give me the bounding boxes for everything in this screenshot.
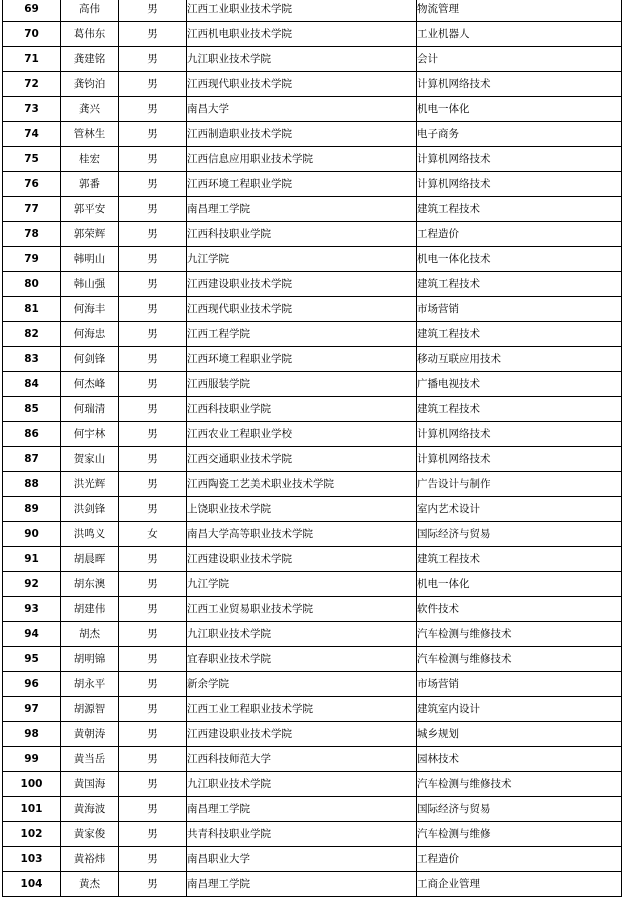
- major-name-cell: 计算机网络技术: [417, 447, 622, 472]
- student-name-cell: 洪鸣义: [61, 522, 119, 547]
- table-row: [3, 822, 622, 847]
- row-number-cell: 85: [3, 397, 61, 422]
- gender-cell: 男: [119, 122, 187, 147]
- school-name-cell: 九江职业技术学院: [187, 772, 417, 797]
- gender-cell: 男: [119, 372, 187, 397]
- major-name-cell: 计算机网络技术: [417, 147, 622, 172]
- row-number-cell: 72: [3, 72, 61, 97]
- row-number-cell: 78: [3, 222, 61, 247]
- student-name-cell: 管林生: [61, 122, 119, 147]
- student-name-cell: 黄朝涛: [61, 722, 119, 747]
- row-number-cell: 79: [3, 247, 61, 272]
- table-row: [3, 497, 622, 522]
- table-row: [3, 22, 622, 47]
- table-row: [3, 622, 622, 647]
- major-name-cell: 计算机网络技术: [417, 172, 622, 197]
- school-name-cell: 江西现代职业技术学院: [187, 297, 417, 322]
- school-name-cell: 江西建设职业技术学院: [187, 547, 417, 572]
- student-name-cell: 龚兴: [61, 97, 119, 122]
- gender-cell: 男: [119, 247, 187, 272]
- major-name-cell: 电子商务: [417, 122, 622, 147]
- table-row: [3, 522, 622, 547]
- gender-cell: 男: [119, 622, 187, 647]
- school-name-cell: 江西环境工程职业学院: [187, 172, 417, 197]
- roster-body: [3, 0, 622, 897]
- student-name-cell: 洪光辉: [61, 472, 119, 497]
- student-name-cell: 何瑞清: [61, 397, 119, 422]
- student-name-cell: 胡明锦: [61, 647, 119, 672]
- table-row: [3, 122, 622, 147]
- school-name-cell: 江西科技职业学院: [187, 397, 417, 422]
- gender-cell: 男: [119, 422, 187, 447]
- gender-cell: 男: [119, 397, 187, 422]
- student-name-cell: 黄海波: [61, 797, 119, 822]
- row-number-cell: 86: [3, 422, 61, 447]
- row-number-cell: 89: [3, 497, 61, 522]
- major-name-cell: 汽车检测与维修技术: [417, 772, 622, 797]
- student-name-cell: 龚建铭: [61, 47, 119, 72]
- major-name-cell: 城乡规划: [417, 722, 622, 747]
- row-number-cell: 93: [3, 597, 61, 622]
- table-row: [3, 572, 622, 597]
- school-name-cell: 江西工业工程职业技术学院: [187, 697, 417, 722]
- row-number-cell: 88: [3, 472, 61, 497]
- row-number-cell: 92: [3, 572, 61, 597]
- school-name-cell: 九江学院: [187, 247, 417, 272]
- row-number-cell: 84: [3, 372, 61, 397]
- gender-cell: 男: [119, 347, 187, 372]
- school-name-cell: 江西制造职业技术学院: [187, 122, 417, 147]
- gender-cell: 男: [119, 97, 187, 122]
- table-row: [3, 372, 622, 397]
- table-row: [3, 847, 622, 872]
- major-name-cell: 园林技术: [417, 747, 622, 772]
- gender-cell: 男: [119, 647, 187, 672]
- major-name-cell: 移动互联应用技术: [417, 347, 622, 372]
- major-name-cell: 建筑工程技术: [417, 272, 622, 297]
- student-name-cell: 何宇林: [61, 422, 119, 447]
- major-name-cell: 工程造价: [417, 847, 622, 872]
- major-name-cell: 工程造价: [417, 222, 622, 247]
- school-name-cell: 江西机电职业技术学院: [187, 22, 417, 47]
- gender-cell: 男: [119, 697, 187, 722]
- gender-cell: 男: [119, 272, 187, 297]
- major-name-cell: 物流管理: [417, 0, 622, 22]
- row-number-cell: 76: [3, 172, 61, 197]
- student-name-cell: 郭番: [61, 172, 119, 197]
- student-name-cell: 韩明山: [61, 247, 119, 272]
- student-name-cell: 郭平安: [61, 197, 119, 222]
- student-name-cell: 黄家俊: [61, 822, 119, 847]
- school-name-cell: 江西农业工程职业学校: [187, 422, 417, 447]
- gender-cell: 男: [119, 222, 187, 247]
- school-name-cell: 南昌理工学院: [187, 797, 417, 822]
- row-number-cell: 102: [3, 822, 61, 847]
- table-row: [3, 47, 622, 72]
- table-row: [3, 147, 622, 172]
- table-row: [3, 72, 622, 97]
- school-name-cell: 宜春职业技术学院: [187, 647, 417, 672]
- student-name-cell: 高伟: [61, 0, 119, 22]
- gender-cell: 女: [119, 522, 187, 547]
- gender-cell: 男: [119, 447, 187, 472]
- student-name-cell: 何海忠: [61, 322, 119, 347]
- school-name-cell: 南昌大学高等职业技术学院: [187, 522, 417, 547]
- school-name-cell: 江西工程学院: [187, 322, 417, 347]
- major-name-cell: 工业机器人: [417, 22, 622, 47]
- school-name-cell: 江西建设职业技术学院: [187, 722, 417, 747]
- school-name-cell: 江西环境工程职业学院: [187, 347, 417, 372]
- student-name-cell: 胡晨晖: [61, 547, 119, 572]
- table-row: [3, 597, 622, 622]
- school-name-cell: 江西科技师范大学: [187, 747, 417, 772]
- major-name-cell: 机电一体化: [417, 572, 622, 597]
- row-number-cell: 103: [3, 847, 61, 872]
- major-name-cell: 建筑工程技术: [417, 397, 622, 422]
- school-name-cell: 江西科技职业学院: [187, 222, 417, 247]
- student-name-cell: 贺家山: [61, 447, 119, 472]
- table-row: [3, 797, 622, 822]
- major-name-cell: 会计: [417, 47, 622, 72]
- major-name-cell: 广播电视技术: [417, 372, 622, 397]
- row-number-cell: 87: [3, 447, 61, 472]
- table-row: [3, 772, 622, 797]
- school-name-cell: 江西工业贸易职业技术学院: [187, 597, 417, 622]
- school-name-cell: 江西现代职业技术学院: [187, 72, 417, 97]
- student-name-cell: 何剑锋: [61, 347, 119, 372]
- gender-cell: 男: [119, 672, 187, 697]
- row-number-cell: 101: [3, 797, 61, 822]
- student-name-cell: 黄当岳: [61, 747, 119, 772]
- gender-cell: 男: [119, 297, 187, 322]
- school-name-cell: 江西陶瓷工艺美术职业技术学院: [187, 472, 417, 497]
- school-name-cell: 九江职业技术学院: [187, 47, 417, 72]
- row-number-cell: 69: [3, 0, 61, 22]
- major-name-cell: 计算机网络技术: [417, 72, 622, 97]
- row-number-cell: 74: [3, 122, 61, 147]
- row-number-cell: 98: [3, 722, 61, 747]
- student-name-cell: 桂宏: [61, 147, 119, 172]
- student-name-cell: 郭荣辉: [61, 222, 119, 247]
- table-row: [3, 422, 622, 447]
- major-name-cell: 汽车检测与维修技术: [417, 622, 622, 647]
- school-name-cell: 共青科技职业学院: [187, 822, 417, 847]
- row-number-cell: 83: [3, 347, 61, 372]
- school-name-cell: 九江学院: [187, 572, 417, 597]
- table-row: [3, 97, 622, 122]
- table-row: [3, 397, 622, 422]
- table-row: [3, 272, 622, 297]
- row-number-cell: 94: [3, 622, 61, 647]
- major-name-cell: 计算机网络技术: [417, 422, 622, 447]
- school-name-cell: 九江职业技术学院: [187, 622, 417, 647]
- major-name-cell: 建筑工程技术: [417, 547, 622, 572]
- school-name-cell: 南昌理工学院: [187, 872, 417, 897]
- table-row: [3, 722, 622, 747]
- major-name-cell: 工商企业管理: [417, 872, 622, 897]
- major-name-cell: 室内艺术设计: [417, 497, 622, 522]
- school-name-cell: 江西信息应用职业技术学院: [187, 147, 417, 172]
- major-name-cell: 建筑室内设计: [417, 697, 622, 722]
- row-number-cell: 99: [3, 747, 61, 772]
- major-name-cell: 市场营销: [417, 672, 622, 697]
- table-row: [3, 547, 622, 572]
- major-name-cell: 汽车检测与维修: [417, 822, 622, 847]
- student-name-cell: 胡永平: [61, 672, 119, 697]
- student-name-cell: 龚钧泊: [61, 72, 119, 97]
- row-number-cell: 77: [3, 197, 61, 222]
- row-number-cell: 104: [3, 872, 61, 897]
- table-row: [3, 697, 622, 722]
- student-name-cell: 韩山强: [61, 272, 119, 297]
- gender-cell: 男: [119, 822, 187, 847]
- gender-cell: 男: [119, 22, 187, 47]
- table-row: [3, 297, 622, 322]
- table-row: [3, 647, 622, 672]
- gender-cell: 男: [119, 722, 187, 747]
- row-number-cell: 73: [3, 97, 61, 122]
- gender-cell: 男: [119, 147, 187, 172]
- gender-cell: 男: [119, 322, 187, 347]
- gender-cell: 男: [119, 547, 187, 572]
- gender-cell: 男: [119, 0, 187, 22]
- major-name-cell: 机电一体化: [417, 97, 622, 122]
- gender-cell: 男: [119, 597, 187, 622]
- row-number-cell: 70: [3, 22, 61, 47]
- major-name-cell: 市场营销: [417, 297, 622, 322]
- school-name-cell: 江西服装学院: [187, 372, 417, 397]
- table-row: [3, 247, 622, 272]
- gender-cell: 男: [119, 772, 187, 797]
- student-name-cell: 胡建伟: [61, 597, 119, 622]
- table-row: [3, 747, 622, 772]
- gender-cell: 男: [119, 472, 187, 497]
- gender-cell: 男: [119, 497, 187, 522]
- table-row: [3, 197, 622, 222]
- major-name-cell: 建筑工程技术: [417, 197, 622, 222]
- major-name-cell: 汽车检测与维修技术: [417, 647, 622, 672]
- table-row: [3, 472, 622, 497]
- gender-cell: 男: [119, 747, 187, 772]
- gender-cell: 男: [119, 47, 187, 72]
- table-row: [3, 872, 622, 897]
- student-roster-table: [2, 0, 622, 897]
- student-name-cell: 黄国海: [61, 772, 119, 797]
- gender-cell: 男: [119, 72, 187, 97]
- gender-cell: 男: [119, 197, 187, 222]
- gender-cell: 男: [119, 847, 187, 872]
- row-number-cell: 90: [3, 522, 61, 547]
- row-number-cell: 96: [3, 672, 61, 697]
- gender-cell: 男: [119, 872, 187, 897]
- major-name-cell: 机电一体化技术: [417, 247, 622, 272]
- school-name-cell: 新余学院: [187, 672, 417, 697]
- school-name-cell: 江西交通职业技术学院: [187, 447, 417, 472]
- student-name-cell: 胡东澳: [61, 572, 119, 597]
- school-name-cell: 上饶职业技术学院: [187, 497, 417, 522]
- student-name-cell: 葛伟东: [61, 22, 119, 47]
- student-name-cell: 黄杰: [61, 872, 119, 897]
- row-number-cell: 91: [3, 547, 61, 572]
- row-number-cell: 71: [3, 47, 61, 72]
- school-name-cell: 江西工业职业技术学院: [187, 0, 417, 22]
- row-number-cell: 95: [3, 647, 61, 672]
- table-row: [3, 172, 622, 197]
- student-name-cell: 胡源智: [61, 697, 119, 722]
- school-name-cell: 江西建设职业技术学院: [187, 272, 417, 297]
- row-number-cell: 81: [3, 297, 61, 322]
- table-row: [3, 322, 622, 347]
- major-name-cell: 国际经济与贸易: [417, 522, 622, 547]
- row-number-cell: 97: [3, 697, 61, 722]
- student-name-cell: 胡杰: [61, 622, 119, 647]
- table-row: [3, 0, 622, 22]
- gender-cell: 男: [119, 797, 187, 822]
- row-number-cell: 75: [3, 147, 61, 172]
- table-row: [3, 447, 622, 472]
- table-row: [3, 222, 622, 247]
- gender-cell: 男: [119, 172, 187, 197]
- student-name-cell: 何海丰: [61, 297, 119, 322]
- table-row: [3, 672, 622, 697]
- major-name-cell: 软件技术: [417, 597, 622, 622]
- row-number-cell: 100: [3, 772, 61, 797]
- student-name-cell: 何杰峰: [61, 372, 119, 397]
- major-name-cell: 建筑工程技术: [417, 322, 622, 347]
- major-name-cell: 国际经济与贸易: [417, 797, 622, 822]
- school-name-cell: 南昌理工学院: [187, 197, 417, 222]
- row-number-cell: 82: [3, 322, 61, 347]
- school-name-cell: 南昌大学: [187, 97, 417, 122]
- table-row: [3, 347, 622, 372]
- row-number-cell: 80: [3, 272, 61, 297]
- gender-cell: 男: [119, 572, 187, 597]
- major-name-cell: 广告设计与制作: [417, 472, 622, 497]
- student-name-cell: 黄裕炜: [61, 847, 119, 872]
- student-name-cell: 洪剑锋: [61, 497, 119, 522]
- school-name-cell: 南昌职业大学: [187, 847, 417, 872]
